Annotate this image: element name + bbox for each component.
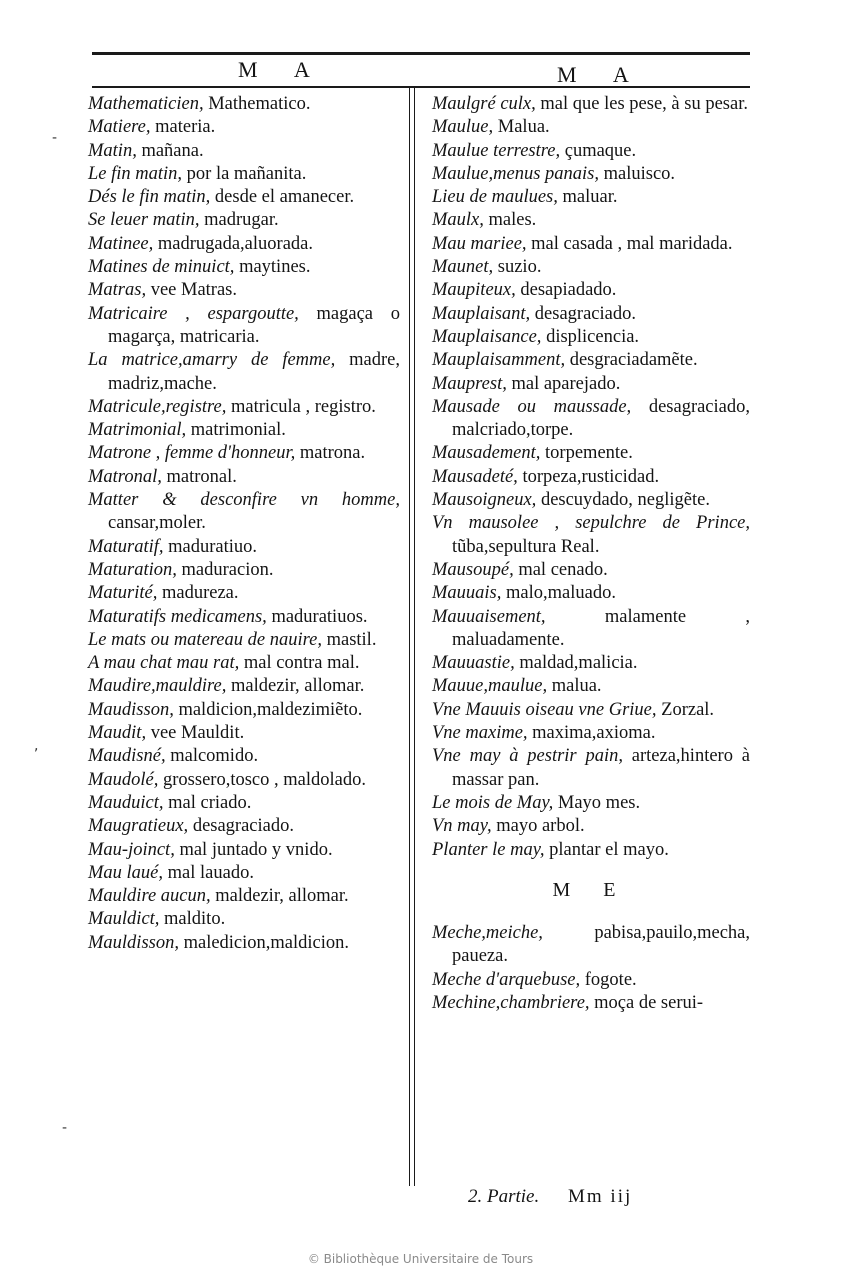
entry-headword: Maudire,mauldire, bbox=[88, 676, 227, 697]
entry-headword: Vne maxime, bbox=[432, 723, 528, 744]
dictionary-entry bbox=[88, 279, 400, 302]
dictionary-entry bbox=[432, 186, 750, 209]
entry-headword: A mau chat mau rat, bbox=[88, 653, 240, 674]
dictionary-entry bbox=[88, 93, 400, 116]
dictionary-entry bbox=[432, 233, 750, 256]
page-footer bbox=[468, 1186, 632, 1208]
entry-definition: plantar el mayo. bbox=[544, 839, 669, 860]
top-rule bbox=[92, 52, 750, 55]
entry-definition: maytines. bbox=[234, 257, 311, 278]
entry-definition: matricula , registro. bbox=[226, 396, 376, 417]
entry-headword: Meche,meiche, bbox=[432, 923, 543, 944]
entry-headword: Maturatifs medicamens, bbox=[88, 606, 267, 627]
entry-definition: maduratiuos. bbox=[266, 606, 368, 627]
dictionary-entry bbox=[432, 922, 750, 969]
entry-definition: mal cenado. bbox=[513, 559, 608, 580]
entry-definition: madrugada,aluorada. bbox=[153, 233, 313, 254]
entry-definition: desagraciado. bbox=[530, 303, 636, 324]
entry-definition: malua. bbox=[547, 676, 602, 697]
footer-part: 2. Partie. bbox=[468, 1186, 540, 1207]
entry-headword: Vne may à pestrir pain, bbox=[432, 746, 623, 767]
dictionary-entry bbox=[88, 116, 400, 139]
dictionary-entry bbox=[88, 186, 400, 209]
copyright-notice: © Bibliothèque Universitaire de Tours bbox=[307, 1252, 534, 1266]
dictionary-entry bbox=[88, 745, 400, 768]
entry-definition: mañana. bbox=[136, 140, 204, 161]
dictionary-entry bbox=[432, 652, 750, 675]
dictionary-entry bbox=[432, 209, 750, 232]
dictionary-entry bbox=[88, 932, 400, 955]
entry-headword: Maudit, bbox=[88, 723, 147, 744]
dictionary-entry bbox=[432, 675, 750, 698]
dictionary-entry bbox=[88, 769, 400, 792]
entry-definition: maldezir, allomar. bbox=[226, 676, 365, 697]
dictionary-entry bbox=[432, 303, 750, 326]
entry-definition: descuydado, negligẽte. bbox=[536, 490, 710, 511]
dictionary-entry bbox=[88, 699, 400, 722]
entry-definition: çumaque. bbox=[560, 140, 637, 161]
entry-headword: Maulue,menus panais, bbox=[432, 163, 599, 184]
entry-definition: desapiadado. bbox=[515, 280, 617, 301]
entry-definition: cansar,moler. bbox=[108, 513, 206, 534]
column-divider bbox=[409, 88, 410, 1186]
entry-headword: Maulue terrestre, bbox=[432, 140, 561, 161]
entry-headword: Mauldire aucun, bbox=[88, 886, 211, 907]
dictionary-entry bbox=[88, 419, 400, 442]
entry-definition: desde el amanecer. bbox=[210, 187, 355, 208]
entry-definition: madrugar. bbox=[199, 210, 279, 231]
entry-headword: Maulgré culx, bbox=[432, 94, 536, 114]
entry-headword: Mauuais, bbox=[432, 583, 502, 604]
dictionary-entry bbox=[88, 349, 400, 396]
dictionary-entry bbox=[88, 652, 400, 675]
dictionary-entry bbox=[432, 839, 750, 862]
dictionary-entry bbox=[88, 489, 400, 536]
right-ma-entries bbox=[432, 93, 750, 862]
entry-definition: magaça o magarça, matricaria. bbox=[108, 303, 400, 347]
entry-definition: vee Mauldit. bbox=[146, 723, 245, 744]
entry-definition: displicencia. bbox=[541, 326, 640, 347]
dictionary-entry bbox=[432, 256, 750, 279]
dictionary-entry bbox=[88, 256, 400, 279]
dictionary-entry bbox=[432, 745, 750, 792]
right-me-entries bbox=[432, 922, 750, 1015]
entry-headword: Matin, bbox=[88, 140, 137, 161]
margin-dash: - bbox=[52, 130, 58, 146]
entry-headword: Mausade ou maussade, bbox=[432, 396, 632, 417]
dictionary-entry bbox=[432, 442, 750, 465]
dictionary-entry bbox=[432, 349, 750, 372]
entry-definition: Zorzal. bbox=[656, 699, 715, 720]
entry-definition: maldezir, allomar. bbox=[210, 886, 349, 907]
dictionary-entry bbox=[432, 93, 750, 116]
entry-headword: Matrone , femme d'honneur, bbox=[88, 443, 296, 464]
dictionary-entry bbox=[88, 885, 400, 908]
entry-definition: fogote. bbox=[580, 969, 637, 990]
entry-headword: Mauldict, bbox=[88, 909, 160, 930]
dictionary-entry bbox=[88, 303, 400, 350]
entry-headword: Maturité, bbox=[88, 583, 158, 604]
entry-definition: mal que les pese, à su pesar. bbox=[535, 94, 748, 114]
entry-definition: pabisa,pauilo,mecha, paueza. bbox=[452, 923, 750, 967]
entry-headword: Mauduict, bbox=[88, 792, 164, 813]
dictionary-entry bbox=[88, 140, 400, 163]
entry-headword: Maudisné, bbox=[88, 746, 166, 767]
signature-mark: Mm iij bbox=[568, 1186, 633, 1207]
entry-definition: Mathematico. bbox=[203, 94, 311, 114]
entry-definition: maxima,axioma. bbox=[527, 723, 656, 744]
entry-headword: Matinee, bbox=[88, 233, 154, 254]
entry-definition: grossero,tosco , maldolado. bbox=[158, 769, 366, 790]
dictionary-entry bbox=[432, 373, 750, 396]
entry-headword: Maturation, bbox=[88, 559, 177, 580]
entry-headword: Mau mariee, bbox=[432, 233, 527, 254]
entry-definition: maluisco. bbox=[599, 163, 676, 184]
margin-tick: , bbox=[34, 738, 39, 754]
dictionary-entry bbox=[88, 442, 400, 465]
dictionary-entry bbox=[432, 489, 750, 512]
dictionary-entry bbox=[432, 116, 750, 139]
entry-headword: Vne Mauuis oiseau vne Griue, bbox=[432, 699, 657, 720]
entry-definition: matrimonial. bbox=[186, 420, 286, 441]
entry-definition: Mayo mes. bbox=[553, 792, 641, 813]
entry-definition: mastil. bbox=[321, 629, 377, 650]
entry-definition: matronal. bbox=[161, 466, 237, 487]
dictionary-entry bbox=[88, 722, 400, 745]
section-heading-me: M E bbox=[552, 878, 630, 901]
entry-headword: Dés le fin matin, bbox=[88, 187, 211, 208]
entry-definition: mal criado. bbox=[163, 792, 252, 813]
entry-definition: desgraciadamẽte. bbox=[565, 350, 698, 371]
entry-definition: malo,maluado. bbox=[501, 583, 616, 604]
entry-definition: maduracion. bbox=[176, 559, 274, 580]
entry-headword: Vn mausolee , sepulchre de Prince, bbox=[432, 513, 750, 534]
entry-definition: Malua. bbox=[493, 117, 550, 138]
dictionary-entry bbox=[88, 163, 400, 186]
dictionary-entry bbox=[432, 466, 750, 489]
entry-headword: Mauplaisance, bbox=[432, 326, 542, 347]
entry-definition: mal lauado. bbox=[163, 862, 254, 883]
entry-headword: Matter & desconfire vn homme, bbox=[88, 490, 400, 511]
dictionary-entry bbox=[432, 722, 750, 745]
dictionary-entry bbox=[88, 466, 400, 489]
entry-definition: materia. bbox=[150, 117, 216, 138]
entry-headword: Maudolé, bbox=[88, 769, 159, 790]
entry-headword: Maugratieux, bbox=[88, 816, 189, 837]
dictionary-entry bbox=[432, 792, 750, 815]
entry-headword: Matricaire , espargoutte, bbox=[88, 303, 299, 324]
dictionary-entry bbox=[88, 396, 400, 419]
entry-headword: Mauplaisant, bbox=[432, 303, 531, 324]
entry-headword: Maupiteux, bbox=[432, 280, 516, 301]
entry-definition: matrona. bbox=[295, 443, 366, 464]
entry-definition: mayo arbol. bbox=[491, 816, 585, 837]
dictionary-entry bbox=[432, 969, 750, 992]
entry-definition: maduratiuo. bbox=[163, 536, 258, 557]
entry-definition: males. bbox=[483, 210, 537, 231]
right-column bbox=[432, 93, 750, 1015]
entry-headword: Meche d'arquebuse, bbox=[432, 969, 581, 990]
entry-definition: por la mañanita. bbox=[182, 163, 307, 184]
dictionary-entry bbox=[432, 559, 750, 582]
entry-headword: Matines de minuict, bbox=[88, 257, 235, 278]
entry-definition: moça de serui- bbox=[589, 992, 704, 1013]
dictionary-entry bbox=[88, 233, 400, 256]
entry-definition: maldicion,maldezimiẽto. bbox=[173, 699, 363, 720]
entry-definition: maluar. bbox=[557, 187, 618, 208]
entry-definition: mal aparejado. bbox=[506, 373, 621, 394]
dictionary-entry bbox=[432, 279, 750, 302]
entry-definition: torpeza,rusticidad. bbox=[517, 466, 660, 487]
entry-definition: suzio. bbox=[493, 257, 542, 278]
entry-definition: desagraciado. bbox=[188, 816, 294, 837]
column-divider-inner bbox=[414, 88, 415, 1186]
dictionary-entry bbox=[432, 699, 750, 722]
entry-definition: tũba,sepultura Real. bbox=[452, 536, 600, 557]
entry-headword: Mechine,chambriere, bbox=[432, 992, 590, 1013]
entry-definition: torpemente. bbox=[540, 443, 633, 464]
dictionary-entry bbox=[432, 992, 750, 1015]
entry-headword: Mau-joinct, bbox=[88, 839, 175, 860]
running-head-right: M A bbox=[557, 62, 645, 87]
dictionary-entry bbox=[432, 396, 750, 443]
entry-headword: Maudisson, bbox=[88, 699, 174, 720]
entry-headword: Matras, bbox=[88, 280, 147, 301]
entry-headword: Maulue, bbox=[432, 117, 494, 138]
entry-headword: Maturatif, bbox=[88, 536, 164, 557]
dictionary-entry bbox=[88, 582, 400, 605]
entry-definition: madre, madriz,mache. bbox=[108, 350, 400, 394]
entry-headword: Lieu de maulues, bbox=[432, 187, 558, 208]
dictionary-entry bbox=[88, 606, 400, 629]
dictionary-entry bbox=[88, 675, 400, 698]
entry-headword: Maulx, bbox=[432, 210, 484, 231]
entry-headword: Mauuastie, bbox=[432, 653, 515, 674]
dictionary-entry bbox=[432, 140, 750, 163]
head-rule bbox=[92, 86, 750, 88]
dictionary-entry bbox=[88, 209, 400, 232]
entry-headword: La matrice,amarry de femme, bbox=[88, 350, 336, 371]
margin-dot: - bbox=[62, 1120, 68, 1136]
entry-headword: Maunet, bbox=[432, 257, 494, 278]
entry-headword: Mathematicien, bbox=[88, 94, 204, 114]
entry-definition: maldito. bbox=[159, 909, 226, 930]
entry-headword: Le mats ou matereau de nauire, bbox=[88, 629, 322, 650]
left-column bbox=[88, 93, 400, 955]
dictionary-entry bbox=[88, 908, 400, 931]
dictionary-entry bbox=[432, 606, 750, 653]
entry-headword: Mauuaisement, bbox=[432, 606, 546, 627]
entry-definition: desagraciado, malcriado,torpe. bbox=[452, 396, 750, 441]
entry-headword: Vn may, bbox=[432, 816, 492, 837]
entry-headword: Mauldisson, bbox=[88, 932, 179, 953]
entry-definition: maledicion,maldicion. bbox=[178, 932, 350, 953]
entry-definition: maldad,malicia. bbox=[514, 653, 638, 674]
entry-headword: Mausoupé, bbox=[432, 559, 514, 580]
entry-definition: vee Matras. bbox=[146, 280, 237, 301]
entry-headword: Matronal, bbox=[88, 466, 162, 487]
entry-headword: Le fin matin, bbox=[88, 163, 183, 184]
dictionary-entry bbox=[88, 559, 400, 582]
entry-definition: malamente , maluadamente. bbox=[452, 606, 750, 650]
entry-definition: madureza. bbox=[157, 583, 239, 604]
entry-definition: mal juntado y vnido. bbox=[174, 839, 333, 860]
running-head-left: M A bbox=[238, 57, 326, 82]
entry-headword: Le mois de May, bbox=[432, 792, 554, 813]
entry-headword: Matrimonial, bbox=[88, 420, 187, 441]
entry-headword: Mauprest, bbox=[432, 373, 507, 394]
entry-definition: malcomido. bbox=[165, 746, 259, 767]
entry-headword: Mausoigneux, bbox=[432, 490, 537, 511]
entry-definition: mal contra mal. bbox=[239, 653, 360, 674]
entry-headword: Mauue,maulue, bbox=[432, 676, 548, 697]
dictionary-entry bbox=[432, 582, 750, 605]
entry-headword: Mauplaisamment, bbox=[432, 350, 566, 371]
entry-headword: Matricule,registre, bbox=[88, 396, 227, 417]
dictionary-entry bbox=[88, 862, 400, 885]
dictionary-entry bbox=[88, 792, 400, 815]
dictionary-entry bbox=[88, 839, 400, 862]
dictionary-entry bbox=[432, 512, 750, 559]
entry-definition: mal casada , mal maridada. bbox=[526, 233, 733, 254]
entry-definition: arteza,hintero à massar pan. bbox=[452, 746, 750, 790]
entry-headword: Matiere, bbox=[88, 117, 151, 138]
dictionary-entry bbox=[432, 815, 750, 838]
dictionary-entry bbox=[432, 163, 750, 186]
dictionary-entry bbox=[432, 326, 750, 349]
entry-headword: Mausadement, bbox=[432, 443, 541, 464]
entry-headword: Mausadeté, bbox=[432, 466, 518, 487]
dictionary-entry bbox=[88, 536, 400, 559]
entry-headword: Mau laué, bbox=[88, 862, 164, 883]
entry-headword: Se leuer matin, bbox=[88, 210, 200, 231]
dictionary-entry bbox=[88, 629, 400, 652]
entry-headword: Planter le may, bbox=[432, 839, 545, 860]
dictionary-entry bbox=[88, 815, 400, 838]
